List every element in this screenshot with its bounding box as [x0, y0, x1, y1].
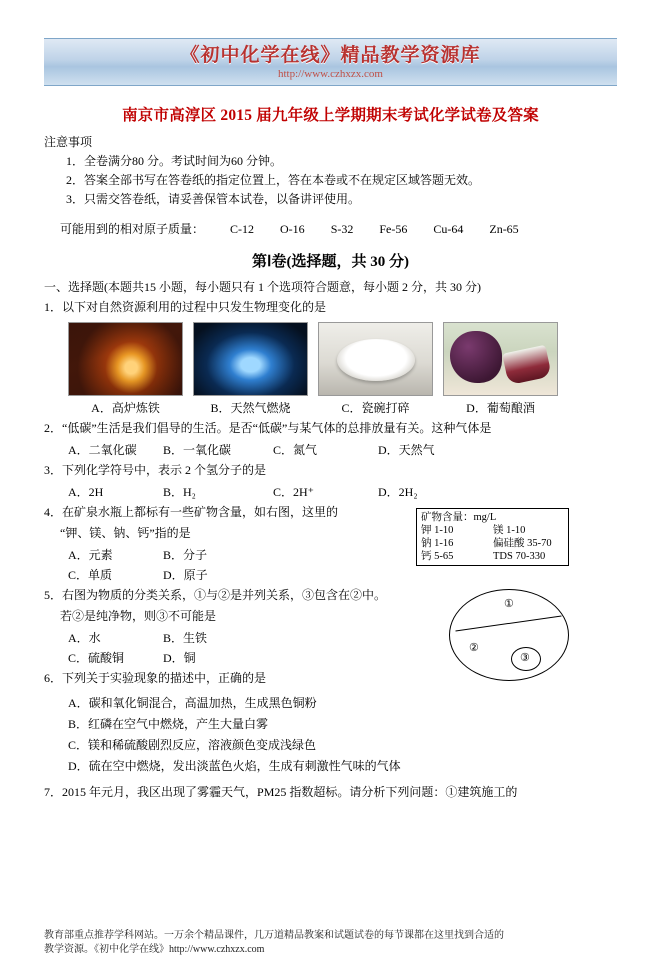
question-number: 6． [44, 671, 63, 685]
question-7 [44, 784, 617, 801]
banner-url: http://www.czhxzx.com [278, 68, 383, 80]
site-banner [44, 38, 617, 86]
question-text: 2015 年元月，我区出现了雾霾天气，PM25 指数超标。请分析下列问题：①建筑施工的 [62, 785, 518, 799]
question-4-options-row2 [68, 566, 617, 583]
option-a[interactable]: A．2H [68, 485, 104, 499]
option-a[interactable]: A．二氧化碳 [68, 443, 137, 457]
image-caption: B．天然气燃烧 [210, 401, 291, 415]
question-3 [44, 462, 617, 479]
question-3-options [68, 483, 617, 500]
footer-line-1: 教育部重点推荐学科网站。一万余个精品课件，几万道精品教案和试题试卷的每节课都在这里找到合适的 [44, 930, 504, 941]
question-number: 3． [44, 463, 63, 477]
question-1 [44, 299, 617, 316]
question-1-images [68, 322, 617, 396]
option-c[interactable]: C．硫酸铜 [68, 651, 125, 665]
option-b[interactable]: B．红磷在空气中燃烧，产生大量白雾 [68, 717, 269, 731]
image-caption: D．葡萄酿酒 [466, 401, 535, 415]
mineral-cell: 钾 1-10 [421, 525, 454, 536]
mineral-table-title: 矿物含量：mg/L [421, 512, 497, 523]
question-number: 1． [44, 300, 63, 314]
mineral-cell: 钙 5-65 [421, 551, 454, 562]
blast-furnace-photo [68, 322, 183, 396]
question-1-captions [68, 399, 617, 416]
gas-flame-photo [193, 322, 308, 396]
option-c[interactable]: C．氮气 [273, 443, 318, 457]
grape-wine-photo [443, 322, 558, 396]
mass-item: O-16 [280, 222, 305, 236]
option-b[interactable]: B．生铁 [163, 631, 208, 645]
question-number: 2． [44, 421, 63, 435]
question-number: 5． [44, 588, 63, 602]
mass-item: Zn-65 [489, 222, 519, 236]
notice-line: 2．答案全部书写在答卷纸的指定位置上，答在本卷或不在规定区域答题无效。 [66, 173, 481, 187]
option-a[interactable]: A．碳和氧化铜混合，高温加热，生成黑色铜粉 [68, 696, 317, 710]
option-b[interactable]: B．一氧化碳 [163, 443, 232, 457]
diagram-label-2: ② [469, 642, 479, 654]
option-d[interactable]: D．2H₂ [378, 485, 418, 499]
mineral-content-table [416, 508, 569, 566]
question-text: 下列化学符号中，表示 2 个氢分子的是 [62, 463, 267, 477]
question-number: 4． [44, 505, 63, 519]
question-6-options [68, 693, 617, 777]
mass-item: Fe-56 [379, 222, 408, 236]
mineral-cell: 偏硅酸 35-70 [493, 538, 552, 549]
question-text: 在矿泉水瓶上都标有一些矿物含量，如右图，这里的 [62, 505, 339, 519]
mineral-cell: TDS 70-330 [493, 551, 546, 562]
diagram-label-1: ① [504, 598, 514, 610]
mineral-cell: 镁 1-10 [493, 525, 526, 536]
mass-item: C-12 [230, 222, 255, 236]
option-c[interactable]: C．镁和稀硫酸剧烈反应，溶液颜色变成浅绿色 [68, 738, 317, 752]
mass-item: Cu-64 [433, 222, 464, 236]
notice-line: 3．只需交答卷纸，请妥善保管本试卷，以备讲评使用。 [66, 192, 361, 206]
page-footer [44, 929, 617, 957]
relative-atomic-mass [60, 220, 617, 238]
option-a[interactable]: A．元素 [68, 548, 113, 562]
question-text: 右图为物质的分类关系，①与②是并列关系，③包含在②中。 [62, 588, 387, 602]
diagram-label-3: ③ [520, 652, 530, 664]
option-c[interactable]: C．2H⁺ [273, 485, 315, 499]
relative-mass-label: 可能用到的相对原子质量： [60, 222, 205, 236]
question-2 [44, 420, 617, 437]
question-4-block [44, 504, 617, 583]
question-5-text2: 若②是纯净物，则③不可能是 [60, 609, 217, 623]
option-b[interactable]: B．H₂ [163, 485, 196, 499]
diagram-inner-circle [511, 647, 541, 671]
notice-heading: 注意事项 [44, 135, 93, 149]
question-text: 下列关于实验现象的描述中，正确的是 [62, 671, 267, 685]
exam-page [0, 38, 661, 973]
footer-line-2: 教学资源。《初中化学在线》http://www.czhxzx.com [44, 944, 265, 955]
question-text: 以下对自然资源利用的过程中只发生物理变化的是 [62, 300, 327, 314]
option-d[interactable]: D．原子 [163, 568, 208, 582]
question-text: “低碳”生活是我们倡导的生活。是否“低碳”与某气体的总排放量有关。这种气体是 [62, 421, 492, 435]
image-caption: A．高炉炼铁 [91, 401, 160, 415]
page-title: 南京市高淳区 2015 届九年级上学期期末考试化学试卷及答案 [122, 107, 539, 124]
banner-title: 《初中化学在线》精品教学资源库 [180, 44, 481, 66]
mass-item: S-32 [330, 222, 354, 236]
option-d[interactable]: D．硫在空中燃烧，发出淡蓝色火焰，生成有刺激性气味的气体 [68, 759, 401, 773]
question-4-text2: “钾、镁、钠、钙”指的是 [60, 526, 191, 540]
image-caption: C．瓷碗打碎 [341, 401, 410, 415]
option-d[interactable]: D．铜 [163, 651, 196, 665]
question-5-block [44, 587, 617, 666]
option-b[interactable]: B．分子 [163, 548, 208, 562]
volume-title: 第Ⅰ卷(选择题，共 30 分) [252, 254, 409, 270]
option-c[interactable]: C．单质 [68, 568, 113, 582]
question-2-options [68, 441, 617, 458]
notice-line: 1．全卷满分80 分。考试时间为60 分钟。 [66, 154, 283, 168]
broken-bowl-photo [318, 322, 433, 396]
section-heading: 一、选择题(本题共15 小题，每小题只有 1 个选项符合题意，每小题 2 分，共 30 分) [44, 280, 481, 294]
option-a[interactable]: A．水 [68, 631, 101, 645]
question-number: 7． [44, 785, 63, 799]
classification-diagram [449, 589, 569, 681]
option-d[interactable]: D．天然气 [378, 443, 435, 457]
mineral-cell: 钠 1-16 [421, 538, 454, 549]
